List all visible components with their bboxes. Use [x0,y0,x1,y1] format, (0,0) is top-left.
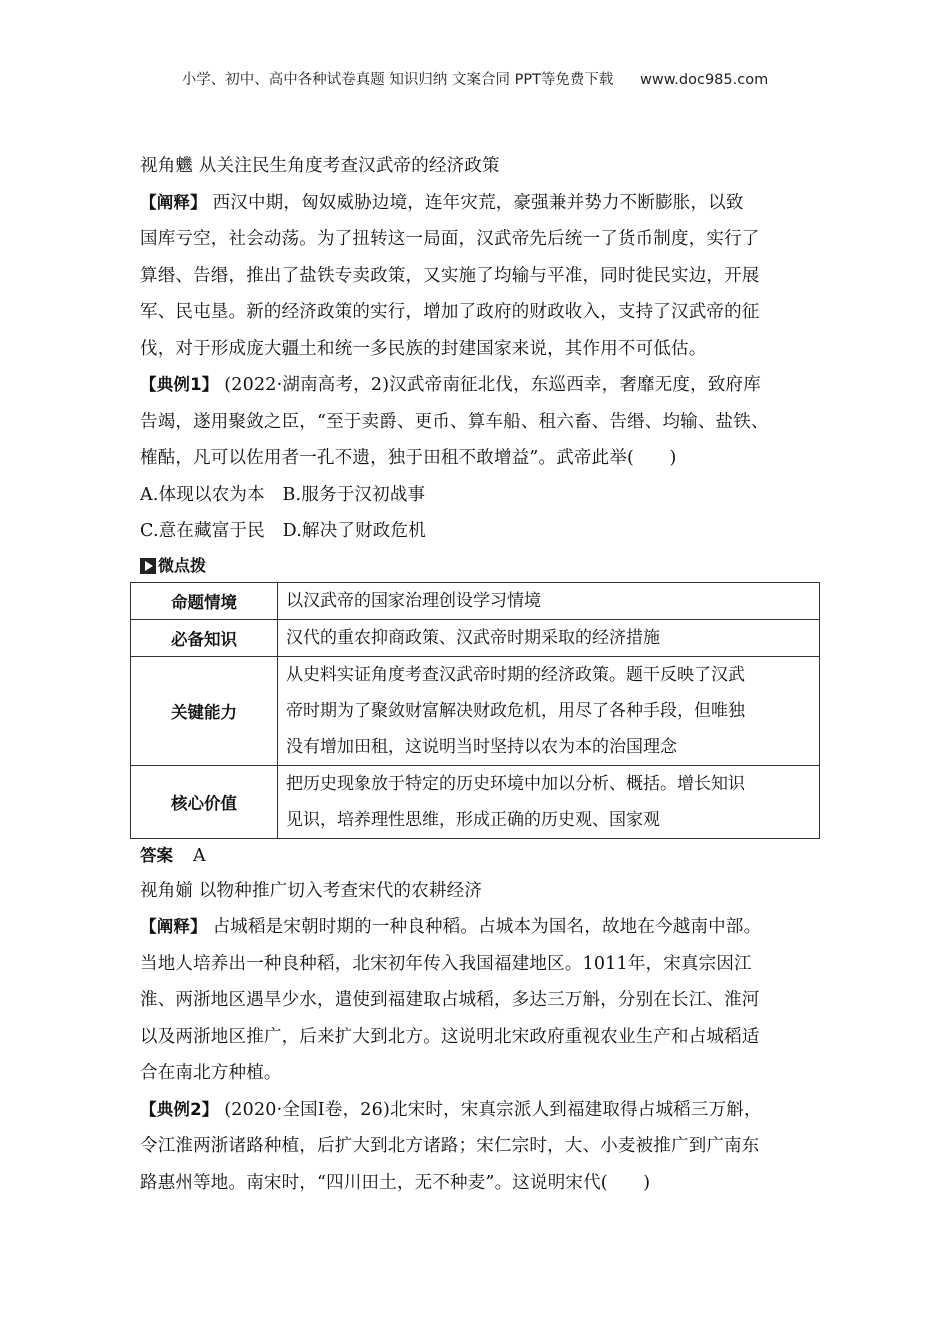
section2-explain-line: 淮、两浙地区遇旱少水，遣使到福建取占城稻，多达三万斛，分别在长江、淮河 [140,990,760,1010]
example1-line: 告竭，遂用聚敛之臣，“至于卖爵、更币、算车船、租六畜、告缗、均输、盐铁、 [140,411,769,432]
header-url[interactable]: www.doc985.com [640,72,769,88]
section1-explain-line: 国库亏空，社会动荡。为了扭转这一局面，汉武帝先后统一了货币制度，实行了 [140,229,760,249]
explain-label: 【阐释】 [140,192,207,212]
tip-table [130,582,820,839]
section1-explain-line: 算缗、告缗，推出了盐铁专卖政策，又实施了均输与平准，同时徙民实边，开展 [140,265,760,286]
explain-label: 【阐释】 [140,917,207,936]
example2-line: 【典例2】 (2020·全国Ⅰ卷，26)北宋时，宋真宗派人到福建取得占城稻三万斛， [140,1099,762,1120]
answer-label: 答案 [140,845,173,865]
answer [140,839,830,873]
tip-heading [140,550,830,582]
section1-explain-line: 伐，对于形成庞大疆土和统一多民族的封建国家来说，其作用不可低估。 [140,338,707,359]
option-line: C.意在藏富于民 D.解决了财政危机 [140,521,426,541]
example-label: 【典例2】 [140,1099,219,1119]
example2-line: 令江淮两浙诸路种植，后扩大到北方诸路；宋仁宗时，大、小麦被推广到广南东 [140,1136,760,1156]
table-row [131,582,820,619]
section1-title: 视角魕 从关注民生角度考查汉武帝的经济政策 [140,156,500,176]
section2-explain-line: 合在南北方种植。 [140,1063,282,1083]
option-line: A.体现以农为本 B.服务于汉初战事 [140,484,426,505]
section2-explain-line: 当地人培养出一种良种稻，北宋初年传入我国福建地区。1011年，宋真宗因江 [140,953,752,974]
table-value: 从史料实证角度考查汉武帝时期的经济政策。题干反映了汉武 帝时期为了聚敛财富解决财政危机，用尽了各种手段，但唯独 没有增加田租，这说明当时坚持以农为本的治国理念 [278,656,820,765]
table-row [131,619,820,656]
section2-explain-line: 以及两浙地区推广，后来扩大到北方。这说明北宋政府重视农业生产和占城稻适 [140,1026,760,1047]
table-value: 汉代的重农抑商政策、汉武帝时期采取的经济措施 [278,619,820,656]
example1-line: 榷酤，凡可以佐用者一孔不遗，独于田租不敢增益”。武帝此举( ) [140,448,677,468]
page-header [0,68,950,89]
table-key: 关键能力 [131,656,278,765]
play-icon [140,558,156,574]
section1-explain-line: 军、民屯垦。新的经济政策的实行，增加了政府的财政收入，支持了汉武帝的征 [140,302,760,322]
table-value: 以汉武帝的国家治理创设学习情境 [278,582,820,619]
section1-explain-line: 【阐释】 西汉中期，匈奴威胁边境，连年灾荒，豪强兼并势力不断膨胀，以致 [140,192,744,213]
table-key: 命题情境 [131,582,278,619]
table-value: 把历史现象放于特定的历史环境中加以分析、概括。增长知识 见识，培养理性思维，形成正确的历史观、国家观 [278,765,820,838]
example-label: 【典例1】 [140,375,219,394]
document-body [140,148,830,1201]
section2-title: 视角媊 以物种推广切入考查宋代的农耕经济 [140,880,483,901]
table-key: 核心价值 [131,765,278,838]
table-row [131,765,820,838]
section2-explain-line: 【阐释】 占城稻是宋朝时期的一种良种稻。占城本为国名，故地在今越南中部。 [140,917,762,937]
table-row [131,656,820,765]
example1-line: 【典例1】 (2022·湖南高考，2)汉武帝南征北伐，东巡西幸，奢靡无度，致府库 [140,375,761,395]
example2-line: 路惠州等地。南宋时，“四川田土，无不种麦”。这说明宋代( ) [140,1172,651,1193]
answer-value: A [193,845,206,866]
tip-label: 微点拨 [158,555,207,575]
header-text: 小学、初中、高中各种试卷真题 知识归纳 文案合同 PPT等免费下载 [181,72,614,88]
table-key: 必备知识 [131,619,278,656]
